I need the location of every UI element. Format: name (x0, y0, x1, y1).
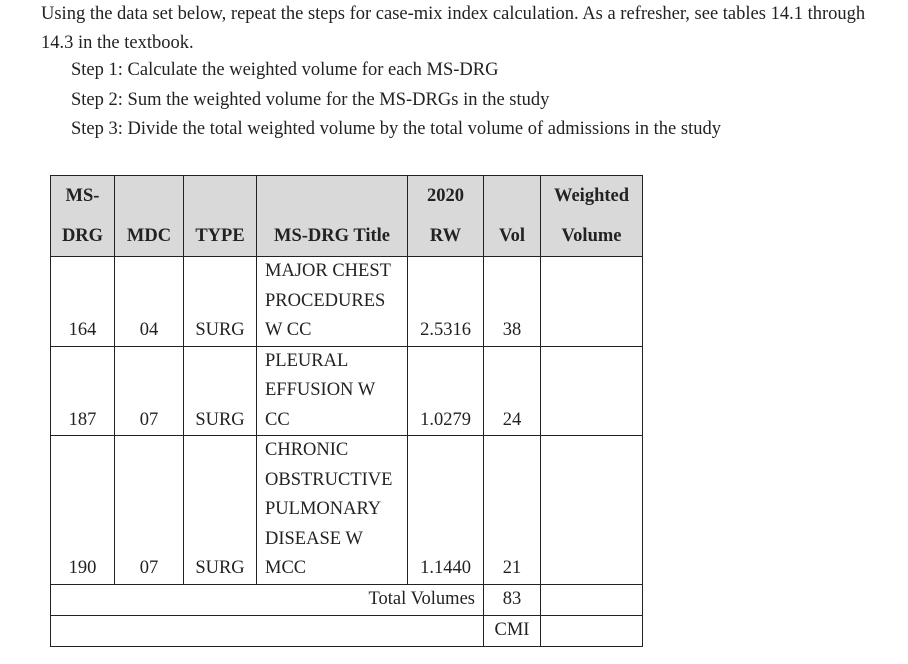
table-row (51, 346, 643, 436)
cell-mdc: 04 (115, 257, 184, 347)
total-volumes-value: 83 (484, 584, 541, 615)
cell-type: SURG (184, 436, 257, 585)
header-2020-rw: 2020 RW (408, 176, 484, 257)
intro-paragraph: Using the data set below, repeat the steps for case-mix index calculation. As a refresher, see tables 14.1 through 14.3 in the textbook. (41, 4, 866, 53)
cell-drg: 187 (51, 346, 115, 436)
case-mix-table (50, 175, 643, 647)
cell-drg: 190 (51, 436, 115, 585)
cell-weighted-volume[interactable] (541, 436, 643, 585)
cell-mdc: 07 (115, 436, 184, 585)
cmi-spacer-cell (51, 615, 484, 646)
header-vol: Vol (484, 176, 541, 257)
header-weighted-volume: Weighted Volume (541, 176, 643, 257)
header-type: TYPE (184, 176, 257, 257)
header-ms-drg-title: MS-DRG Title (257, 176, 408, 257)
cell-mdc: 07 (115, 346, 184, 436)
cell-rw: 1.1440 (408, 436, 484, 585)
cell-type: SURG (184, 346, 257, 436)
cmi-row (51, 615, 643, 646)
cell-vol: 21 (484, 436, 541, 585)
header-mdc: MDC (115, 176, 184, 257)
table-row (51, 436, 643, 585)
cell-type: SURG (184, 257, 257, 347)
cell-rw: 2.5316 (408, 257, 484, 347)
header-ms-drg: MS- DRG (51, 176, 115, 257)
table-header-row (51, 176, 643, 257)
step-3: Step 3: Divide the total weighted volume by the total volume of admissions in the study (71, 119, 721, 139)
cell-vol: 38 (484, 257, 541, 347)
cell-drg: 164 (51, 257, 115, 347)
cell-vol: 24 (484, 346, 541, 436)
cmi-value-cell[interactable] (541, 615, 643, 646)
steps-list (71, 56, 721, 145)
step-1: Step 1: Calculate the weighted volume for each MS-DRG (71, 60, 499, 80)
cell-weighted-volume[interactable] (541, 346, 643, 436)
table-row (51, 257, 643, 347)
total-volumes-label: Total Volumes (51, 584, 484, 615)
cell-title: MAJOR CHEST PROCEDURES W CC (257, 257, 408, 347)
cmi-label: CMI (484, 615, 541, 646)
step-2: Step 2: Sum the weighted volume for the MS-DRGs in the study (71, 89, 550, 110)
cell-title: CHRONIC OBSTRUCTIVE PULMONARY DISEASE W MCC (257, 436, 408, 585)
cell-rw: 1.0279 (408, 346, 484, 436)
total-weighted-volume-cell[interactable] (541, 584, 643, 615)
total-volumes-row (51, 584, 643, 615)
cell-title: PLEURAL EFFUSION W CC (257, 346, 408, 436)
cell-weighted-volume[interactable] (541, 257, 643, 347)
